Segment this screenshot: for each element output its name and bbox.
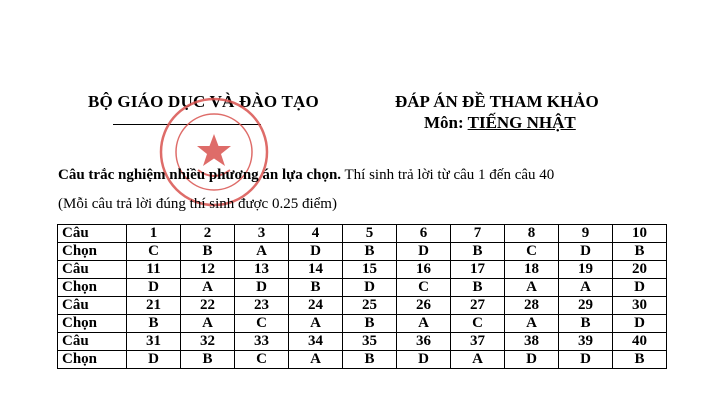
question-number-cell: 39 [559,333,613,351]
row-label: Chọn [58,351,127,369]
subject-value: TIẾNG NHẬT [467,113,576,132]
answer-choice-cell: B [127,315,181,333]
subject-label: Môn: [424,113,468,132]
answer-choice-cell: D [559,243,613,261]
question-number-cell: 16 [397,261,451,279]
question-number-cell: 31 [127,333,181,351]
question-number-cell: 30 [613,297,667,315]
question-number-cell: 15 [343,261,397,279]
answer-choice-cell: A [397,315,451,333]
question-number-cell: 21 [127,297,181,315]
question-number-cell: 10 [613,225,667,243]
answer-choice-cell: D [127,351,181,369]
answer-choice-cell: B [181,243,235,261]
answer-choice-cell: C [505,243,559,261]
answer-choice-cell: A [451,351,505,369]
question-number-cell: 26 [397,297,451,315]
answer-choice-cell: C [235,351,289,369]
answer-choice-cell: C [397,279,451,297]
question-number-cell: 4 [289,225,343,243]
question-number-cell: 9 [559,225,613,243]
document-subject [424,113,576,133]
question-number-cell: 24 [289,297,343,315]
table-row [58,279,667,297]
answer-choice-cell: C [235,315,289,333]
answer-choice-cell: B [289,279,343,297]
table-row [58,297,667,315]
question-number-cell: 7 [451,225,505,243]
table-row [58,351,667,369]
question-number-cell: 23 [235,297,289,315]
answer-choice-cell: A [235,243,289,261]
question-number-cell: 8 [505,225,559,243]
answer-choice-cell: B [343,315,397,333]
question-number-cell: 29 [559,297,613,315]
row-label: Câu [58,225,127,243]
question-number-cell: 19 [559,261,613,279]
table-row [58,261,667,279]
question-number-cell: 28 [505,297,559,315]
answer-choice-cell: B [613,351,667,369]
answer-choice-cell: B [451,279,505,297]
answer-choice-cell: D [613,315,667,333]
answer-choice-cell: B [343,351,397,369]
row-label: Câu [58,261,127,279]
official-seal-icon [158,96,270,208]
answer-choice-cell: D [505,351,559,369]
question-number-cell: 6 [397,225,451,243]
document-title: ĐÁP ÁN ĐỀ THAM KHẢO [395,92,599,111]
question-number-cell: 34 [289,333,343,351]
row-label: Câu [58,297,127,315]
question-number-cell: 18 [505,261,559,279]
question-number-cell: 5 [343,225,397,243]
question-number-cell: 13 [235,261,289,279]
answer-choice-cell: A [505,279,559,297]
answer-choice-cell: A [505,315,559,333]
question-number-cell: 1 [127,225,181,243]
answer-choice-cell: D [289,243,343,261]
row-label: Chọn [58,279,127,297]
ministry-name: BỘ GIÁO DỤC VÀ ĐÀO TẠO [88,92,319,111]
instruction-bold: Câu trắc nghiệm nhiều phương án lựa chọn. [58,167,342,183]
instruction-text [58,167,554,184]
answer-choice-cell: D [127,279,181,297]
answer-choice-cell: A [559,279,613,297]
answer-choice-cell: C [451,315,505,333]
question-number-cell: 11 [127,261,181,279]
question-number-cell: 36 [397,333,451,351]
question-number-cell: 17 [451,261,505,279]
answer-choice-cell: B [559,315,613,333]
answer-choice-cell: D [397,351,451,369]
row-label: Câu [58,333,127,351]
question-number-cell: 14 [289,261,343,279]
answer-choice-cell: D [343,279,397,297]
question-number-cell: 38 [505,333,559,351]
table-row [58,225,667,243]
row-label: Chọn [58,315,127,333]
table-row [58,333,667,351]
answer-choice-cell: B [343,243,397,261]
answer-choice-cell: D [559,351,613,369]
answer-choice-cell: A [289,351,343,369]
question-number-cell: 27 [451,297,505,315]
question-number-cell: 12 [181,261,235,279]
question-number-cell: 25 [343,297,397,315]
answer-choice-cell: D [235,279,289,297]
question-number-cell: 35 [343,333,397,351]
question-number-cell: 20 [613,261,667,279]
question-number-cell: 40 [613,333,667,351]
question-number-cell: 33 [235,333,289,351]
instruction-normal: Thí sinh trả lời từ câu 1 đến câu 40 [341,167,555,183]
table-row [58,243,667,261]
answer-choice-cell: D [613,279,667,297]
question-number-cell: 3 [235,225,289,243]
score-note: (Mỗi câu trả lời đúng thí sinh được 0.25 điểm) [58,196,337,212]
answer-choice-cell: B [451,243,505,261]
answer-choice-cell: A [181,279,235,297]
answer-table [57,224,667,369]
answer-choice-cell: A [181,315,235,333]
question-number-cell: 22 [181,297,235,315]
answer-choice-cell: C [127,243,181,261]
question-number-cell: 2 [181,225,235,243]
table-row [58,315,667,333]
answer-choice-cell: D [397,243,451,261]
row-label: Chọn [58,243,127,261]
question-number-cell: 37 [451,333,505,351]
answer-choice-cell: A [289,315,343,333]
answer-choice-cell: B [613,243,667,261]
question-number-cell: 32 [181,333,235,351]
answer-choice-cell: B [181,351,235,369]
